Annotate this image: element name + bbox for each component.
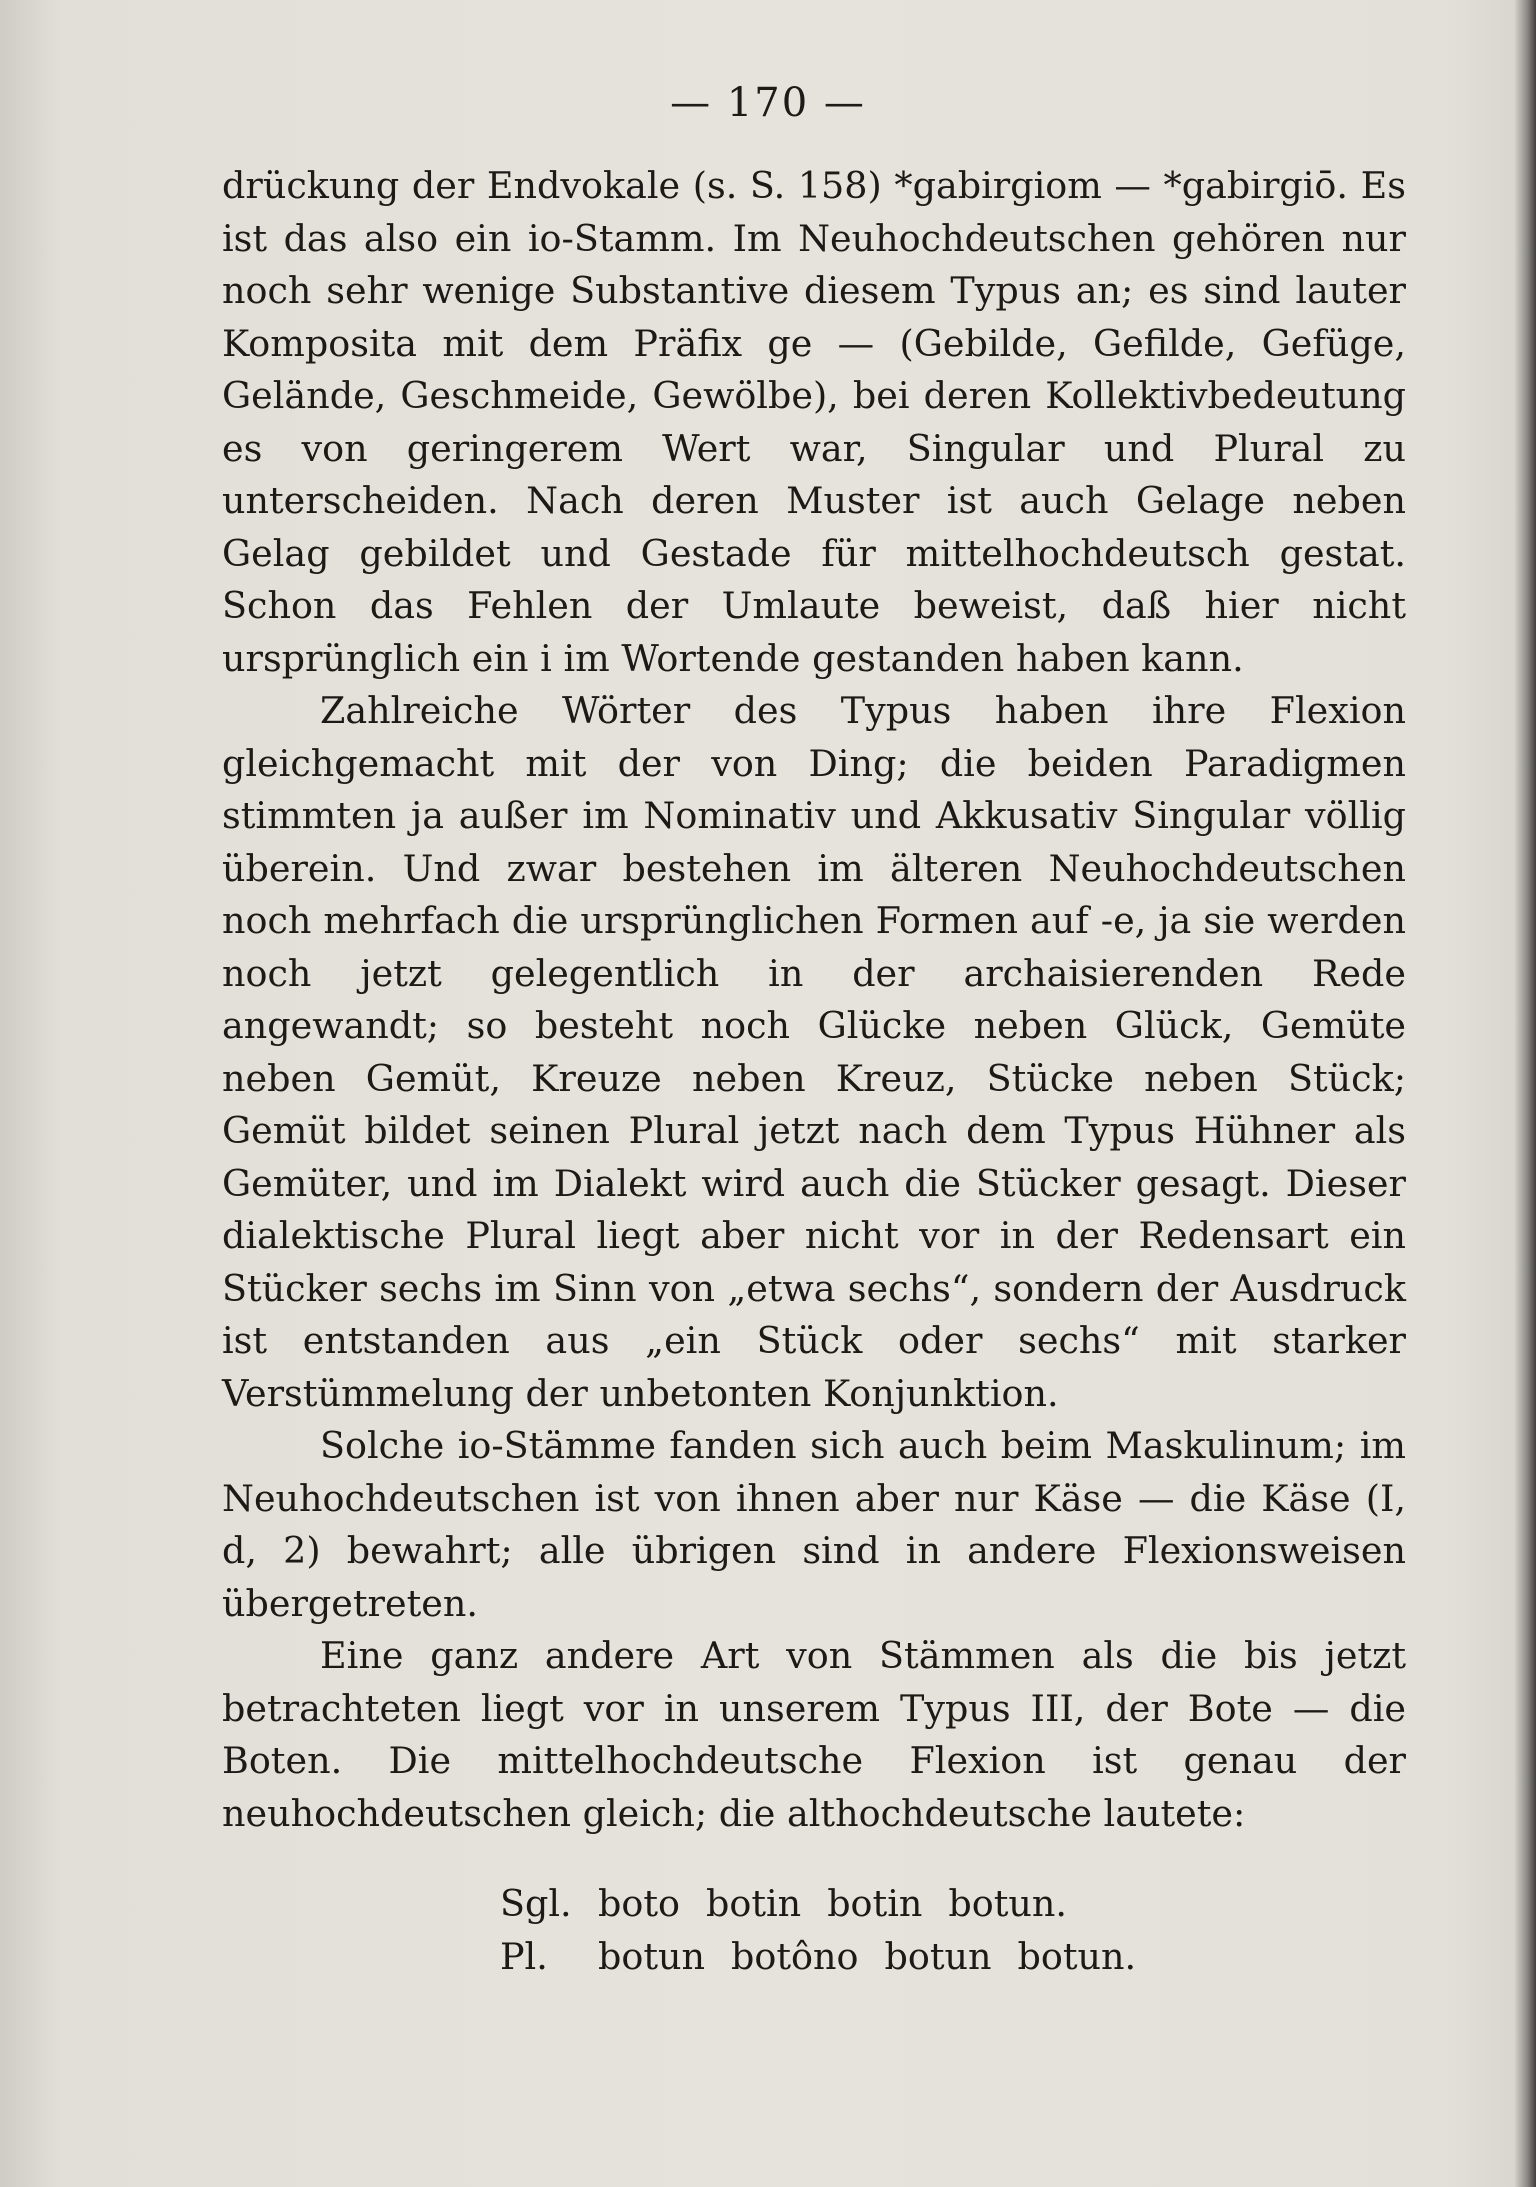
paragraph-2: Zahlreiche Wörter des Typus haben ihre Flexion gleichgemacht mit der von Ding; die beiden Paradigmen stimmten ja außer im Nominativ und Akkusativ Singular völlig überein. Und zwar bestehen im älteren Neuhochdeutschen noch mehrfach die ursprünglichen Formen auf -e, ja sie werden noch jetzt gelegentlich in der archaisierenden Rede angewandt; so besteht noch Glücke neben Glück, Gemüte neben Gemüt, Kreuze neben Kreuz, Stücke neben Stück; Gemüt bildet seinen Plural jetzt nach dem Typus Hühner als Gemüter, und im Dialekt wird auch die Stücker gesagt. Dieser dialektische Plural liegt aber nicht vor in der Redensart ein Stücker sechs im Sinn von „etwa sechs“, sondern der Ausdruck ist entstanden aus „ein Stück oder sechs“ mit starker Verstümmelung der unbetonten Konjunktion. (222, 689, 1406, 1415)
paradigm-form: boto (598, 1882, 680, 1925)
paragraph-1: drückung der Endvokale (s. S. 158) *gabirgiom — *gabirgiō. Es ist das also ein io-Stamm. Im Neuhochdeutschen gehören nur noch sehr wenige Substantive diesem Typus an; es sind lauter Komposita mit dem Präfix ge — (Gebilde, Gefilde, Gefüge, Gelände, Geschmeide, Gewölbe), bei deren Kollektivbedeutung es von geringerem Wert war, Singular und Plural zu unterscheiden. Nach deren Muster ist auch Gelage neben Gelag gebildet und Gestade für mittelhochdeutsch gestat. Schon das Fehlen der Umlaute beweist, daß hier nicht ursprünglich ein i im Wortende gestanden haben kann. (222, 164, 1406, 680)
paragraph-3: Solche io-Stämme fanden sich auch beim Maskulinum; im Neuhochdeutschen ist von ihnen aber nur Käse — die Käse (I, d, 2) bewahrt; alle übrigen sind in andere Flexionsweisen übergetreten. (222, 1424, 1406, 1625)
paradigm-form: botin (827, 1882, 923, 1925)
page-number: — 170 — (670, 80, 866, 126)
paradigm-form: botun. (1017, 1934, 1137, 1978)
paradigm-plural-row (500, 1931, 1162, 1984)
paradigm-form: botôno (731, 1934, 859, 1978)
paradigm-form: botun. (948, 1882, 1068, 1925)
declension-paradigm (500, 1878, 1162, 1983)
paragraph-4: Eine ganz andere Art von Stämmen als die bis jetzt betrachteten liegt vor in unserem Typus III, der Bote — die Boten. Die mittelhochdeutsche Flexion ist genau der neuhochdeutschen gleich; die althochdeutsche lautete: (222, 1634, 1406, 1835)
paradigm-plural-label: Pl. (500, 1934, 548, 1978)
spine-shadow (1514, 0, 1536, 2187)
paradigm-singular-row (500, 1878, 1162, 1931)
paradigm-form: botun (598, 1934, 706, 1978)
body-text (222, 160, 1406, 1840)
paradigm-form: botin (705, 1882, 802, 1925)
paradigm-form: botun (884, 1934, 992, 1978)
paradigm-singular-label: Sgl. (500, 1882, 572, 1925)
